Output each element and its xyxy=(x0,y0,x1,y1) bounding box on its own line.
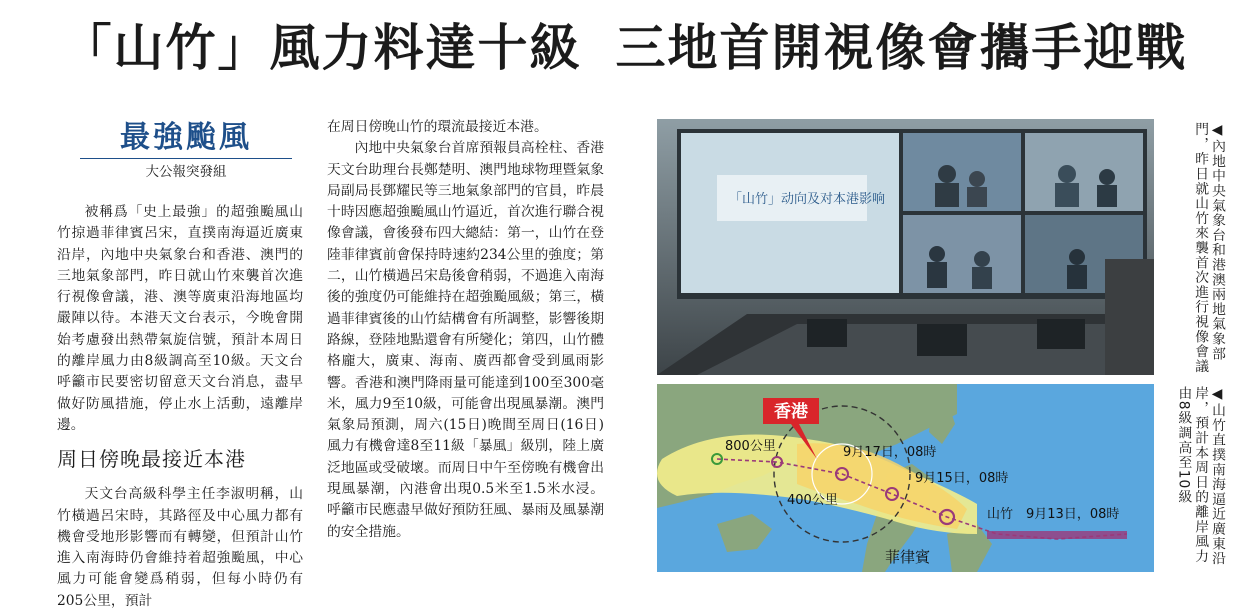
screen-title: 「山竹」动向及对本港影响 xyxy=(729,192,886,207)
subhead-block xyxy=(80,120,292,183)
conference-photo-art xyxy=(657,119,1154,375)
headline-part-2: 三地首開視像會攜手迎戰 xyxy=(615,19,1188,77)
headline xyxy=(0,12,1249,84)
paragraph-3: 內地中央氣象台首席預報員高栓柱、香港天文台助理台長鄭楚明、澳門地球物理暨氣象局副局長鄧耀民等三地氣象部門的官員，昨晨十時因應超強颱風山竹逼近，首次進行聯合視像會議，會後發布四大總結：第一，山竹在登陸菲律賓前會保持時速約234公里的強度；第二，山竹橫過呂宋島後會稍弱，不過進入南海後的強度仍可能維持在超強颱風級；第三，橫過菲律賓後的山竹結構會有所調整，影響後期路線，登陸地點還會有所變化；第四，山竹體格龐大，廣東、海南、廣西都會受到風雨影響。香港和澳門降雨量可能達到100至300毫米，風力9至10級，可能會出現風暴潮。澳門氣象局預測，周六(15日)晚間至周日(16日)風力有機會達8至11級「暴風」級別，陸上廣泛地區或受破壞。而周日中午至傍晚有機會出現風暴潮，內港會出現0.5米至1.5米水浸。呼籲市民應盡早做好預防狂風、暴雨及風暴潮的安全措施。 xyxy=(327,140,604,540)
subhead-rule xyxy=(80,158,292,159)
radius-400-label: 400公里 xyxy=(787,493,838,508)
map-caption: ◀山竹直撲南海逼近廣東沿岸，預計本周日的離岸風力由8級調高至10級 xyxy=(1175,386,1225,566)
photo-caption: ◀內地中央氣象台和港澳兩地氣象部門，昨日就山竹來襲首次進行視像會議 xyxy=(1192,122,1225,374)
hongkong-label: 香港 xyxy=(774,402,808,422)
typhoon-track-map xyxy=(657,384,1154,572)
paragraph-continuation: 在周日傍晚山竹的環流最接近本港。 xyxy=(327,119,548,135)
headline-part-1: 「山竹」風力料達十級 xyxy=(61,19,582,77)
article-subhead: 最強颱風 xyxy=(120,120,252,155)
map-art xyxy=(657,384,1154,572)
label-sep15: 9月15日，08時 xyxy=(915,471,1009,486)
paragraph-1: 被稱爲「史上最強」的超強颱風山竹掠過菲律賓呂宋，直撲南海逼近廣東沿岸，內地中央氣象台和香港、澳門的三地氣象部門，昨日就山竹來襲首次進行視像會議，港、澳等廣東沿海地區均嚴陣以待。本港天文台表示，今晚會開始考慮發出熱帶氣旋信號，預計本周日的離岸風力由8級調高至10級。天文台呼籲市民要密切留意天文台消息，盡早做好防風措施，停止水上活動，遠離岸邊。 xyxy=(57,204,303,433)
label-sep17: 9月17日，08時 xyxy=(843,445,937,460)
paragraph-2: 天文台高級科學主任李淑明稱，山竹橫過呂宋時，其路徑及中心風力都有機會受地形影響而有轉變，但預計山竹進入南海時仍會維持着超強颱風，中心風力可能會變爲稍弱，但每小時仍有205公里，預計 xyxy=(57,486,303,609)
observed-track xyxy=(987,531,1127,539)
article-column-2 xyxy=(327,117,604,543)
radius-800-label: 800公里 xyxy=(725,439,776,454)
article-column-1 xyxy=(57,202,303,612)
philippines-label: 菲律賓 xyxy=(885,548,931,566)
section-title: 周日傍晚最接近本港 xyxy=(57,447,246,472)
conference-photo xyxy=(657,119,1154,375)
label-sep13: 山竹 9月13日，08時 xyxy=(987,507,1120,522)
byline: 大公報突發組 xyxy=(145,164,227,180)
